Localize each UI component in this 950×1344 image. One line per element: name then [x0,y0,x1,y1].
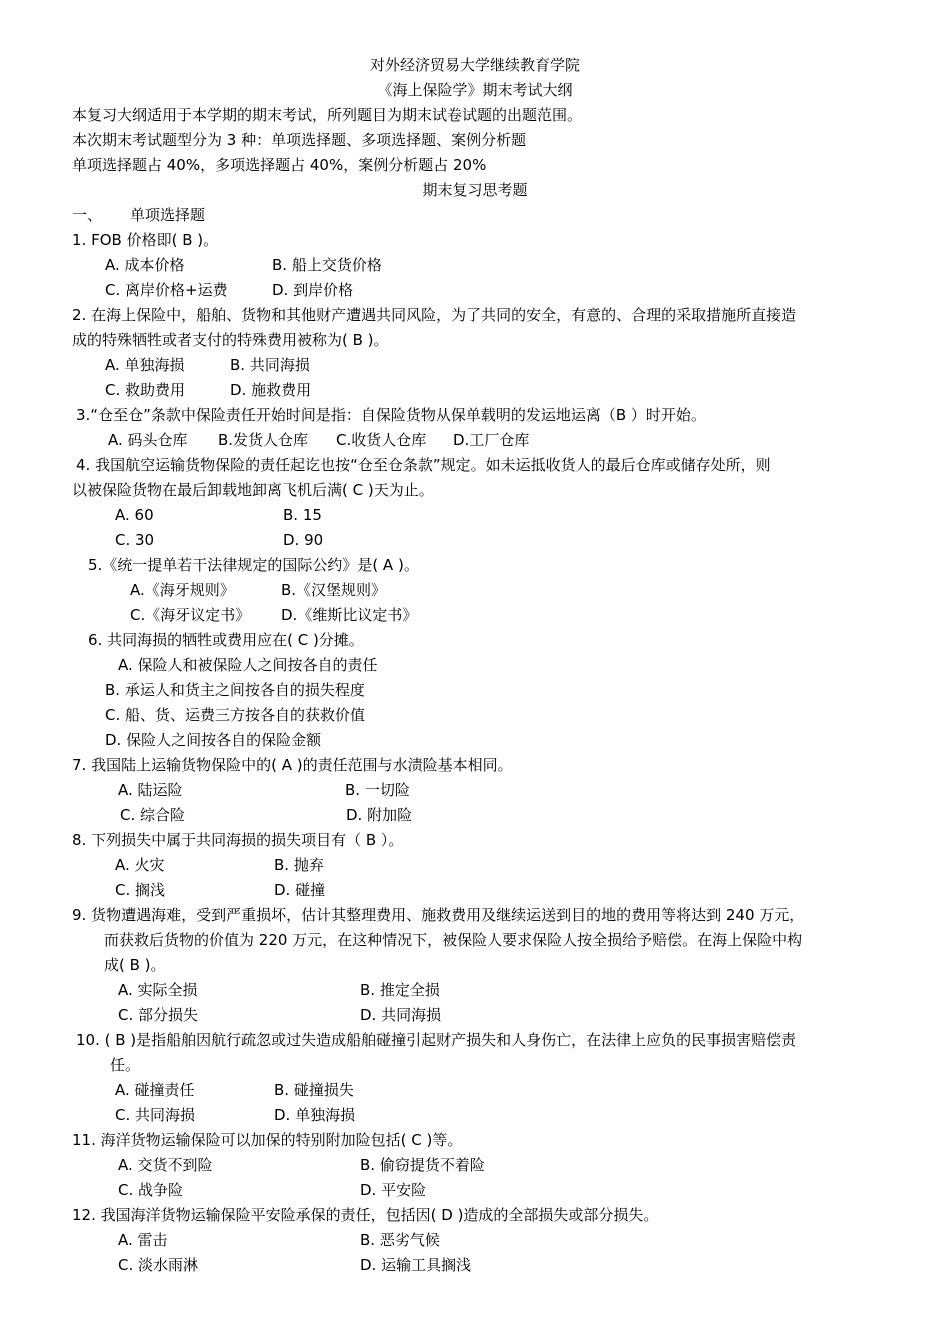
question-option: A. 单独海损 [105,356,185,374]
question-option: D. 到岸价格 [272,281,354,299]
question-option: D. 90 [283,531,324,549]
question-option: D.工厂仓库 [453,431,530,449]
question-option: B. 船上交货价格 [272,256,382,274]
question-stem: 3.“仓至仓”条款中保险责任开始时间是指：自保险货物从保单载明的发运地运离（B ）时开始。 [76,406,706,424]
question-stem: 以被保险货物在最后卸载地卸离飞机后满( C )天为止。 [72,481,434,499]
question-option: B. 推定全损 [360,981,440,999]
intro-line: 单项选择题占 40%，多项选择题占 40%，案例分析题占 20% [72,156,487,174]
question-stem: 而获救后货物的价值为 220 万元，在这种情况下，被保险人要求保险人按全损给予赔偿。在海上保险中构 [104,931,803,949]
page-title: 《海上保险学》期末考试大纲 [377,81,573,99]
intro-line: 本次期末考试题型分为 3 种：单项选择题、多项选择题、案例分析题 [72,131,527,149]
question-stem: 11. 海洋货物运输保险可以加保的特别附加险包括( C )等。 [72,1131,463,1149]
question-stem: 2. 在海上保险中，船舶、货物和其他财产遭遇共同风险，为了共同的安全，有意的、合理的采取措施所直接造 [72,306,797,324]
question-option: C. 30 [115,531,155,549]
question-option: C. 船、货、运费三方按各自的获救价值 [105,706,366,724]
question-option: A.《海牙规则》 [130,581,235,599]
question-option: B. 15 [283,506,322,524]
question-option: D. 单独海损 [274,1106,356,1124]
intro-line: 本复习大纲适用于本学期的期末考试，所列题目为期末试卷试题的出题范围。 [72,106,583,124]
question-option: A. 实际全损 [118,981,198,999]
question-option: B. 承运人和货主之间按各自的损失程度 [105,681,365,699]
question-stem: 成的特殊牺牲或者支付的特殊费用被称为( B )。 [72,331,389,349]
question-option: D. 共同海损 [360,1006,442,1024]
question-stem: 成( B )。 [104,956,166,974]
question-option: C. 救助费用 [105,381,186,399]
question-option: A. 保险人和被保险人之间按各自的责任 [118,656,378,674]
question-option: D. 碰撞 [274,881,326,899]
question-option: B.发货人仓库 [218,431,309,449]
question-option: A. 火灾 [115,856,165,874]
question-option: A. 码头仓库 [108,431,188,449]
question-stem: 12. 我国海洋货物运输保险平安险承保的责任，包括因( D )造成的全部损失或部分损失。 [72,1206,659,1224]
question-stem: 10. ( B )是指船舶因航行疏忽或过失造成船舶碰撞引起财产损失和人身伤亡，在法律上应负的民事损害赔偿责 [76,1031,797,1049]
question-stem: 任。 [110,1056,141,1074]
question-option: A. 交货不到险 [118,1156,213,1174]
question-stem: 8. 下列损失中属于共同海损的损失项目有（ B ）。 [72,831,404,849]
question-option: C.收货人仓库 [336,431,427,449]
question-stem: 7. 我国陆上运输货物保险中的( A )的责任范围与水渍险基本相同。 [72,756,513,774]
question-option: D. 施救费用 [230,381,312,399]
question-option: D. 附加险 [346,806,413,824]
institution-name: 对外经济贸易大学继续教育学院 [369,56,580,74]
question-option: A. 成本价格 [105,256,185,274]
question-stem: 6. 共同海损的牺牲或费用应在( C )分摊。 [88,631,364,649]
question-option: B. 偷窃提货不着险 [360,1156,485,1174]
question-option: C. 共同海损 [115,1106,196,1124]
question-option: A. 陆运险 [118,781,183,799]
question-option: D. 运输工具搁浅 [360,1256,472,1274]
question-option: A. 60 [115,506,154,524]
question-stem: 4. 我国航空运输货物保险的责任起讫也按“仓至仓条款”规定。如未运抵收货人的最后仓库或储存处所，则 [76,456,771,474]
question-stem: 5.《统一提单若干法律规定的国际公约》是( A )。 [88,556,419,574]
question-option: D.《维斯比议定书》 [281,606,418,624]
question-option: D. 平安险 [360,1181,427,1199]
section-number: 一、 [72,206,103,224]
question-option: B. 一切险 [345,781,410,799]
question-option: B. 碰撞损失 [274,1081,354,1099]
question-option: A. 雷击 [118,1231,168,1249]
question-option: B. 抛弃 [274,856,324,874]
question-option: C. 搁浅 [115,881,166,899]
question-option: B. 恶劣气候 [360,1231,440,1249]
question-option: C. 淡水雨淋 [118,1256,199,1274]
question-option: C. 部分损失 [118,1006,199,1024]
question-option: D. 保险人之间按各自的保险金额 [105,731,322,749]
question-option: C. 战争险 [118,1181,184,1199]
question-option: A. 碰撞责任 [115,1081,195,1099]
question-option: B. 共同海损 [230,356,310,374]
question-option: B.《汉堡规则》 [281,581,387,599]
section-subtitle: 期末复习思考题 [422,181,528,199]
question-stem: 1. FOB 价格即( B )。 [72,231,219,249]
question-option: C.《海牙议定书》 [130,606,251,624]
section-title: 单项选择题 [130,206,206,224]
question-option: C. 综合险 [120,806,186,824]
question-option: C. 离岸价格+运费 [105,281,228,299]
question-stem: 9. 货物遭遇海难，受到严重损坏，估计其整理费用、施救费用及继续运送到目的地的费用等将达到 240 万元， [72,906,805,924]
